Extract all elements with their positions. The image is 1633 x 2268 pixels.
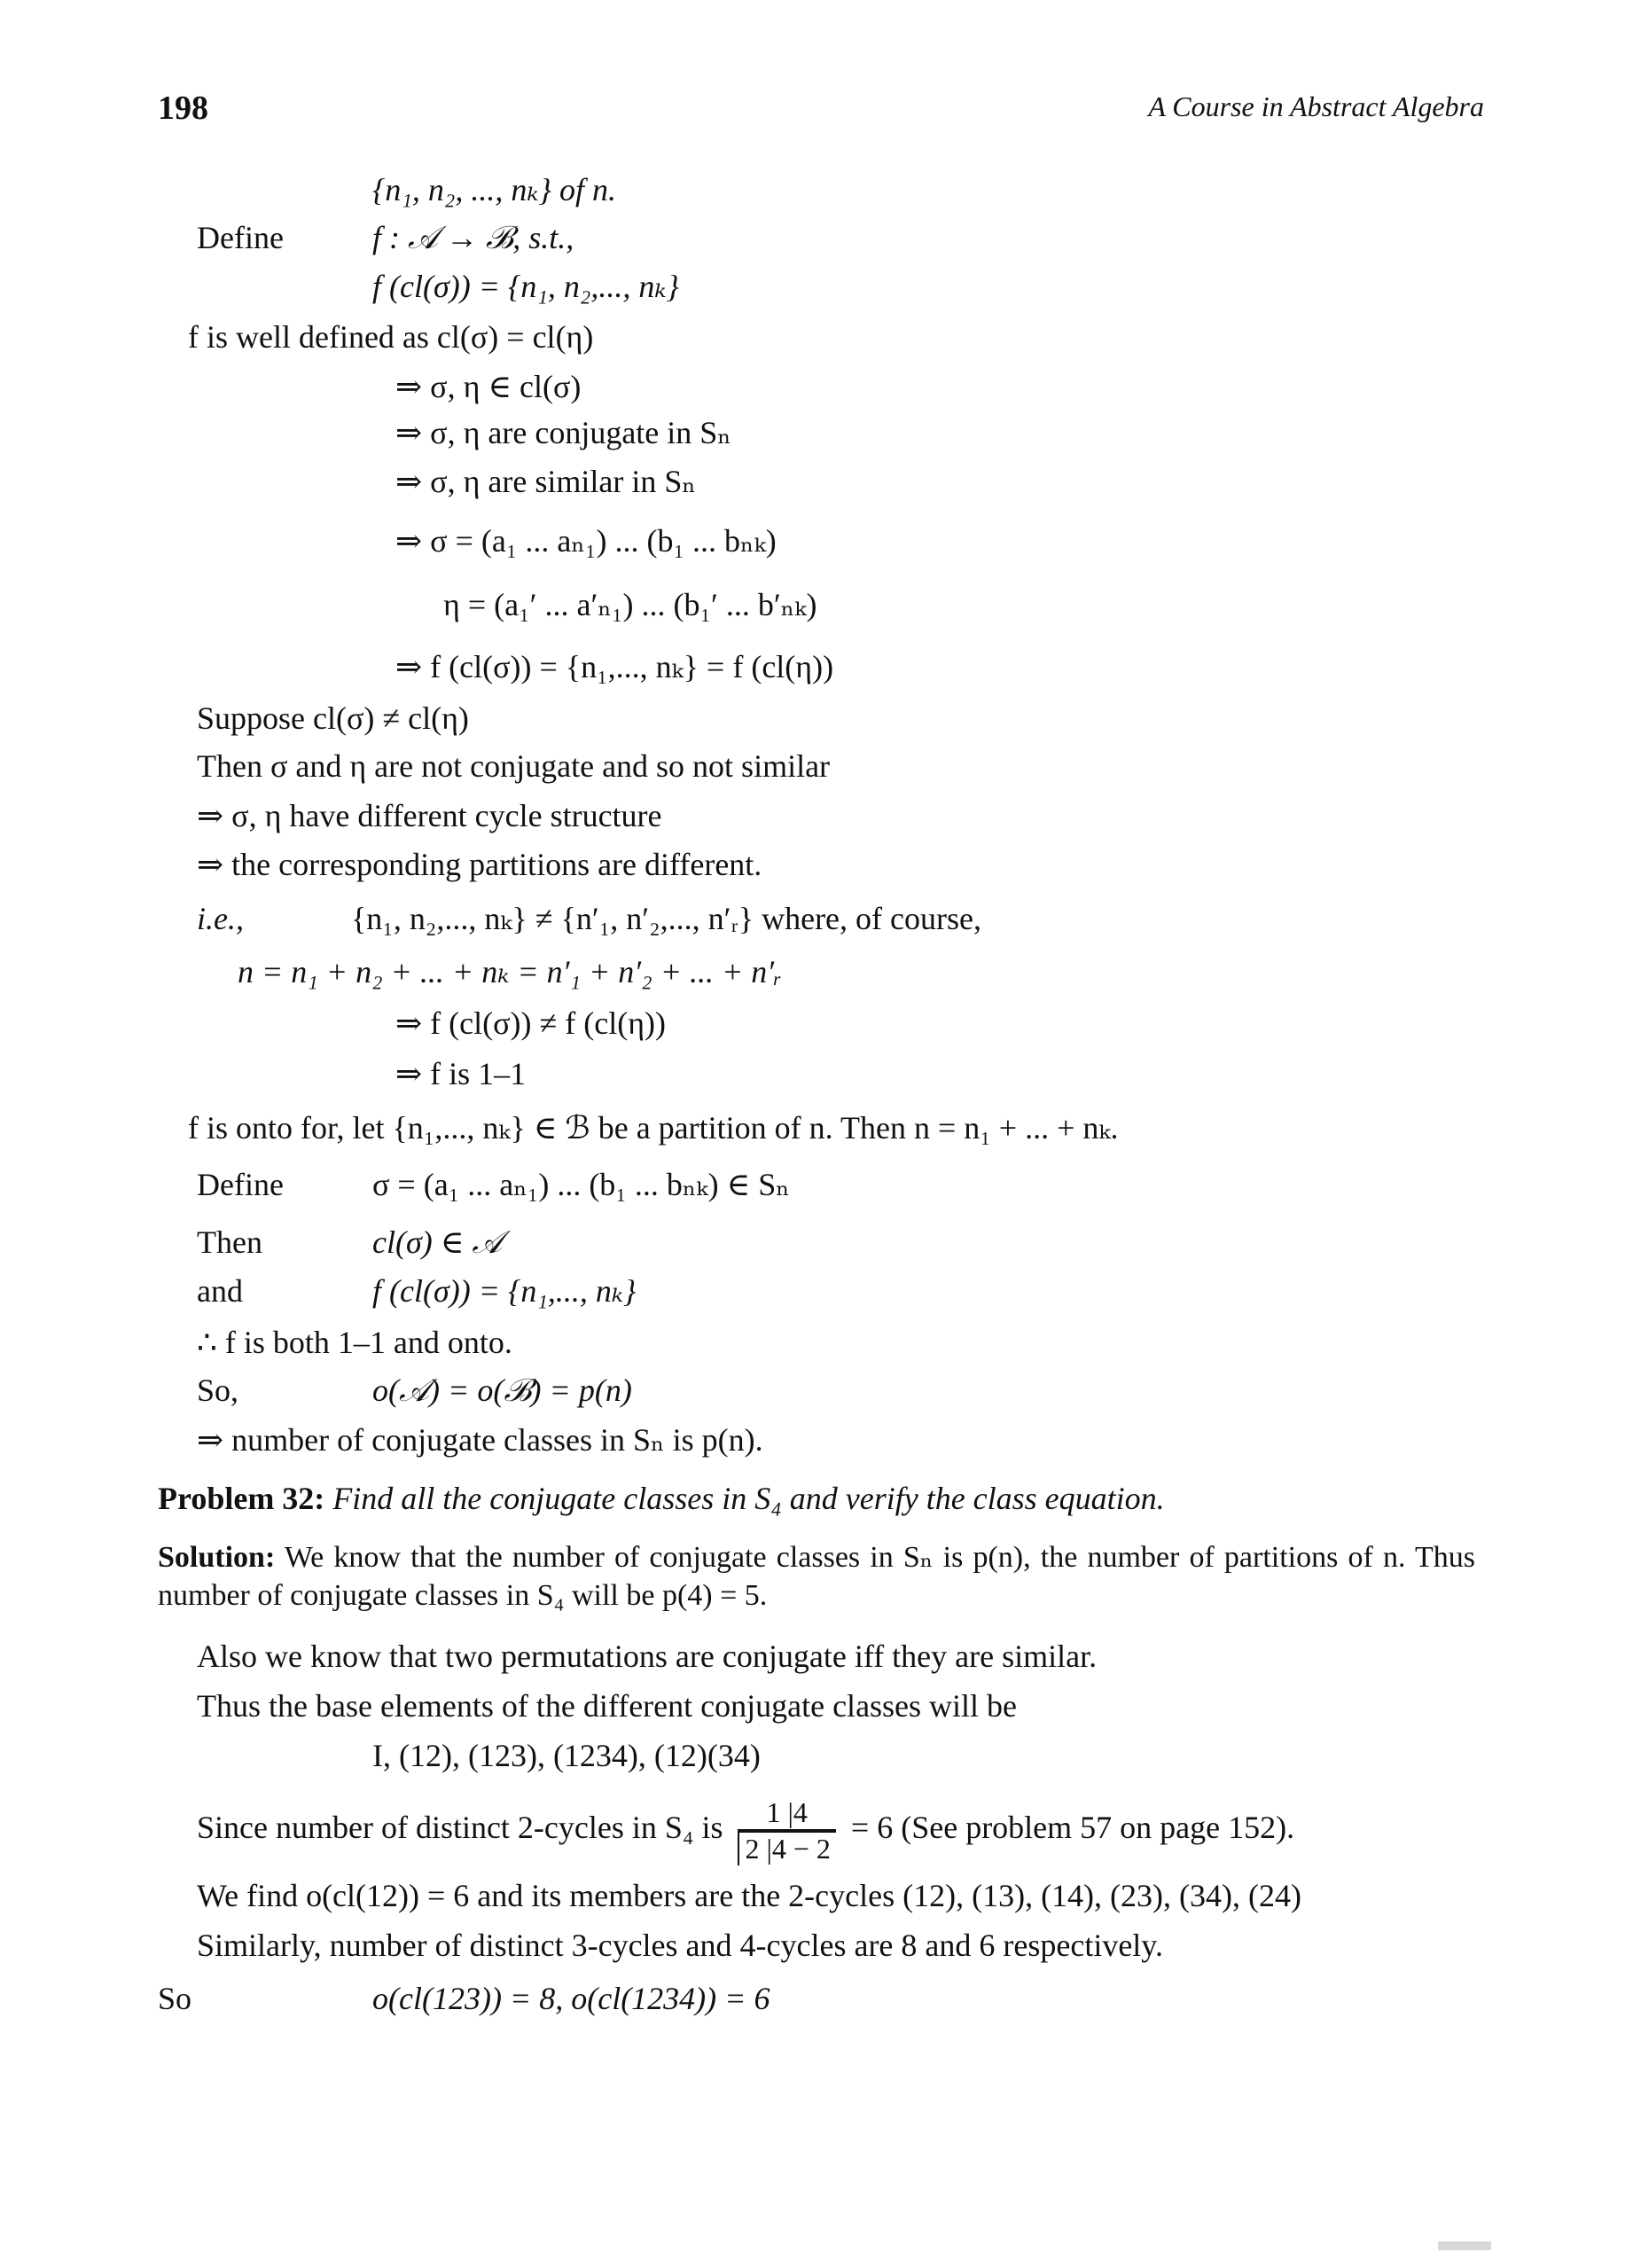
text-line [158, 1983, 770, 2014]
line-body: Since number of distinct 2-cycles in S₄ is [197, 1810, 723, 1846]
solution-label: Solution: [158, 1541, 276, 1574]
text-line: f is onto for, let {n₁,..., nₖ} ∈ ℬ be a partition of n. Then n = n₁ + ... + nₖ. [188, 1110, 1119, 1146]
text-line: Then σ and η are not conjugate and so not similar [197, 748, 831, 784]
problem-statement: Find all the conjugate classes in S₄ and verify the class equation. [332, 1481, 1165, 1516]
line-label: and [197, 1273, 243, 1309]
text-line: ⇒ σ, η ∈ cl(σ) [395, 369, 582, 404]
line-label: So [158, 1981, 192, 2016]
text-line [197, 222, 574, 254]
fraction-numerator: 1 |4 [738, 1796, 835, 1831]
line-label: So, [197, 1373, 239, 1408]
line-label: Define [197, 220, 284, 255]
line-body: cl(σ) ∈ 𝒜 [372, 1224, 503, 1260]
text-line: f (cl(σ)) = {n₁, n₂,..., nₖ} [372, 269, 679, 304]
text-line: ⇒ number of conjugate classes in Sₙ is p(n). [197, 1422, 763, 1458]
text-line: ⇒ σ, η are conjugate in Sₙ [395, 415, 731, 450]
text-line: η = (a₁′ ... a′ₙ₁) ... (b₁′ ... b′ₙₖ) [443, 587, 817, 622]
text-line: ∴ f is both 1–1 and onto. [197, 1325, 512, 1360]
solution-text: We know that the number of conjugate classes in Sₙ is p(n), the number of partitions of n. Thus number of conjugate classes in S₄ will be p(4) = 5. [158, 1541, 1475, 1612]
text-line: Also we know that two permutations are conjugate iff they are similar. [197, 1638, 1098, 1674]
line-body: o(cl(123)) = 8, o(cl(1234)) = 6 [372, 1981, 770, 2016]
text-line: ⇒ σ = (a₁ ... aₙ₁) ... (b₁ ... bₙₖ) [395, 523, 777, 559]
running-title: A Course in Abstract Algebra [1148, 90, 1484, 122]
text-line: n = n₁ + n₂ + ... + nₖ = n′₁ + n′₂ + ... + n′ᵣ [238, 954, 783, 989]
text-line [197, 1226, 502, 1258]
text-line: ⇒ f is 1–1 [395, 1056, 527, 1091]
problem-heading [158, 1482, 1165, 1514]
text-line: ⇒ f (cl(σ)) = {n₁,..., nₖ} = f (cl(η)) [395, 649, 834, 684]
line-body: {n₁, n₂,..., nₖ} ≠ {n′₁, n′₂,..., n′ᵣ} where, of course, [351, 901, 981, 936]
text-line: We find o(cl(12)) = 6 and its members are the 2-cycles (12), (13), (14), (23), (34), (24) [197, 1878, 1301, 1913]
line-body: o(𝒜) = o(ℬ) = p(n) [372, 1373, 632, 1408]
text-line: Similarly, number of distinct 3-cycles and 4-cycles are 8 and 6 respectively. [197, 1928, 1163, 1963]
fraction-denominator: 2 |4 − 2 [738, 1831, 835, 1865]
factorial-fraction [738, 1796, 835, 1865]
text-line: f is well defined as cl(σ) = cl(η) [188, 319, 594, 355]
text-line: ⇒ the corresponding partitions are different. [197, 847, 762, 882]
page-number: 198 [158, 90, 208, 127]
text-line [197, 1275, 636, 1307]
problem-label: Problem 32: [158, 1481, 325, 1516]
line-body: σ = (a₁ ... aₙ₁) ... (b₁ ... bₙₖ) ∈ Sₙ [372, 1167, 790, 1202]
line-label: Then [197, 1224, 262, 1260]
text-line: Thus the base elements of the different conjugate classes will be [197, 1688, 1018, 1724]
text-line: I, (12), (123), (1234), (12)(34) [372, 1738, 761, 1773]
line-label: i.e., [197, 901, 244, 936]
text-line: Suppose cl(σ) ≠ cl(η) [197, 700, 469, 736]
scan-watermark [1438, 2241, 1491, 2250]
text-line [197, 903, 981, 935]
text-line: {n₁, n₂, ..., nₖ} of n. [372, 172, 616, 207]
text-line: ⇒ σ, η have different cycle structure [197, 798, 662, 833]
text-line [197, 1796, 1294, 1865]
line-label: Define [197, 1167, 284, 1202]
line-body: f (cl(σ)) = {n₁,..., nₖ} [372, 1273, 637, 1309]
text-line: ⇒ σ, η are similar in Sₙ [395, 464, 696, 499]
text-line: ⇒ f (cl(σ)) ≠ f (cl(η)) [395, 1005, 666, 1041]
line-body: = 6 (See problem 57 on page 152). [850, 1810, 1295, 1846]
text-line [197, 1374, 632, 1406]
line-body: f : 𝒜 → ℬ, s.t., [372, 220, 574, 255]
text-line [197, 1169, 790, 1200]
solution-paragraph [158, 1539, 1475, 1615]
